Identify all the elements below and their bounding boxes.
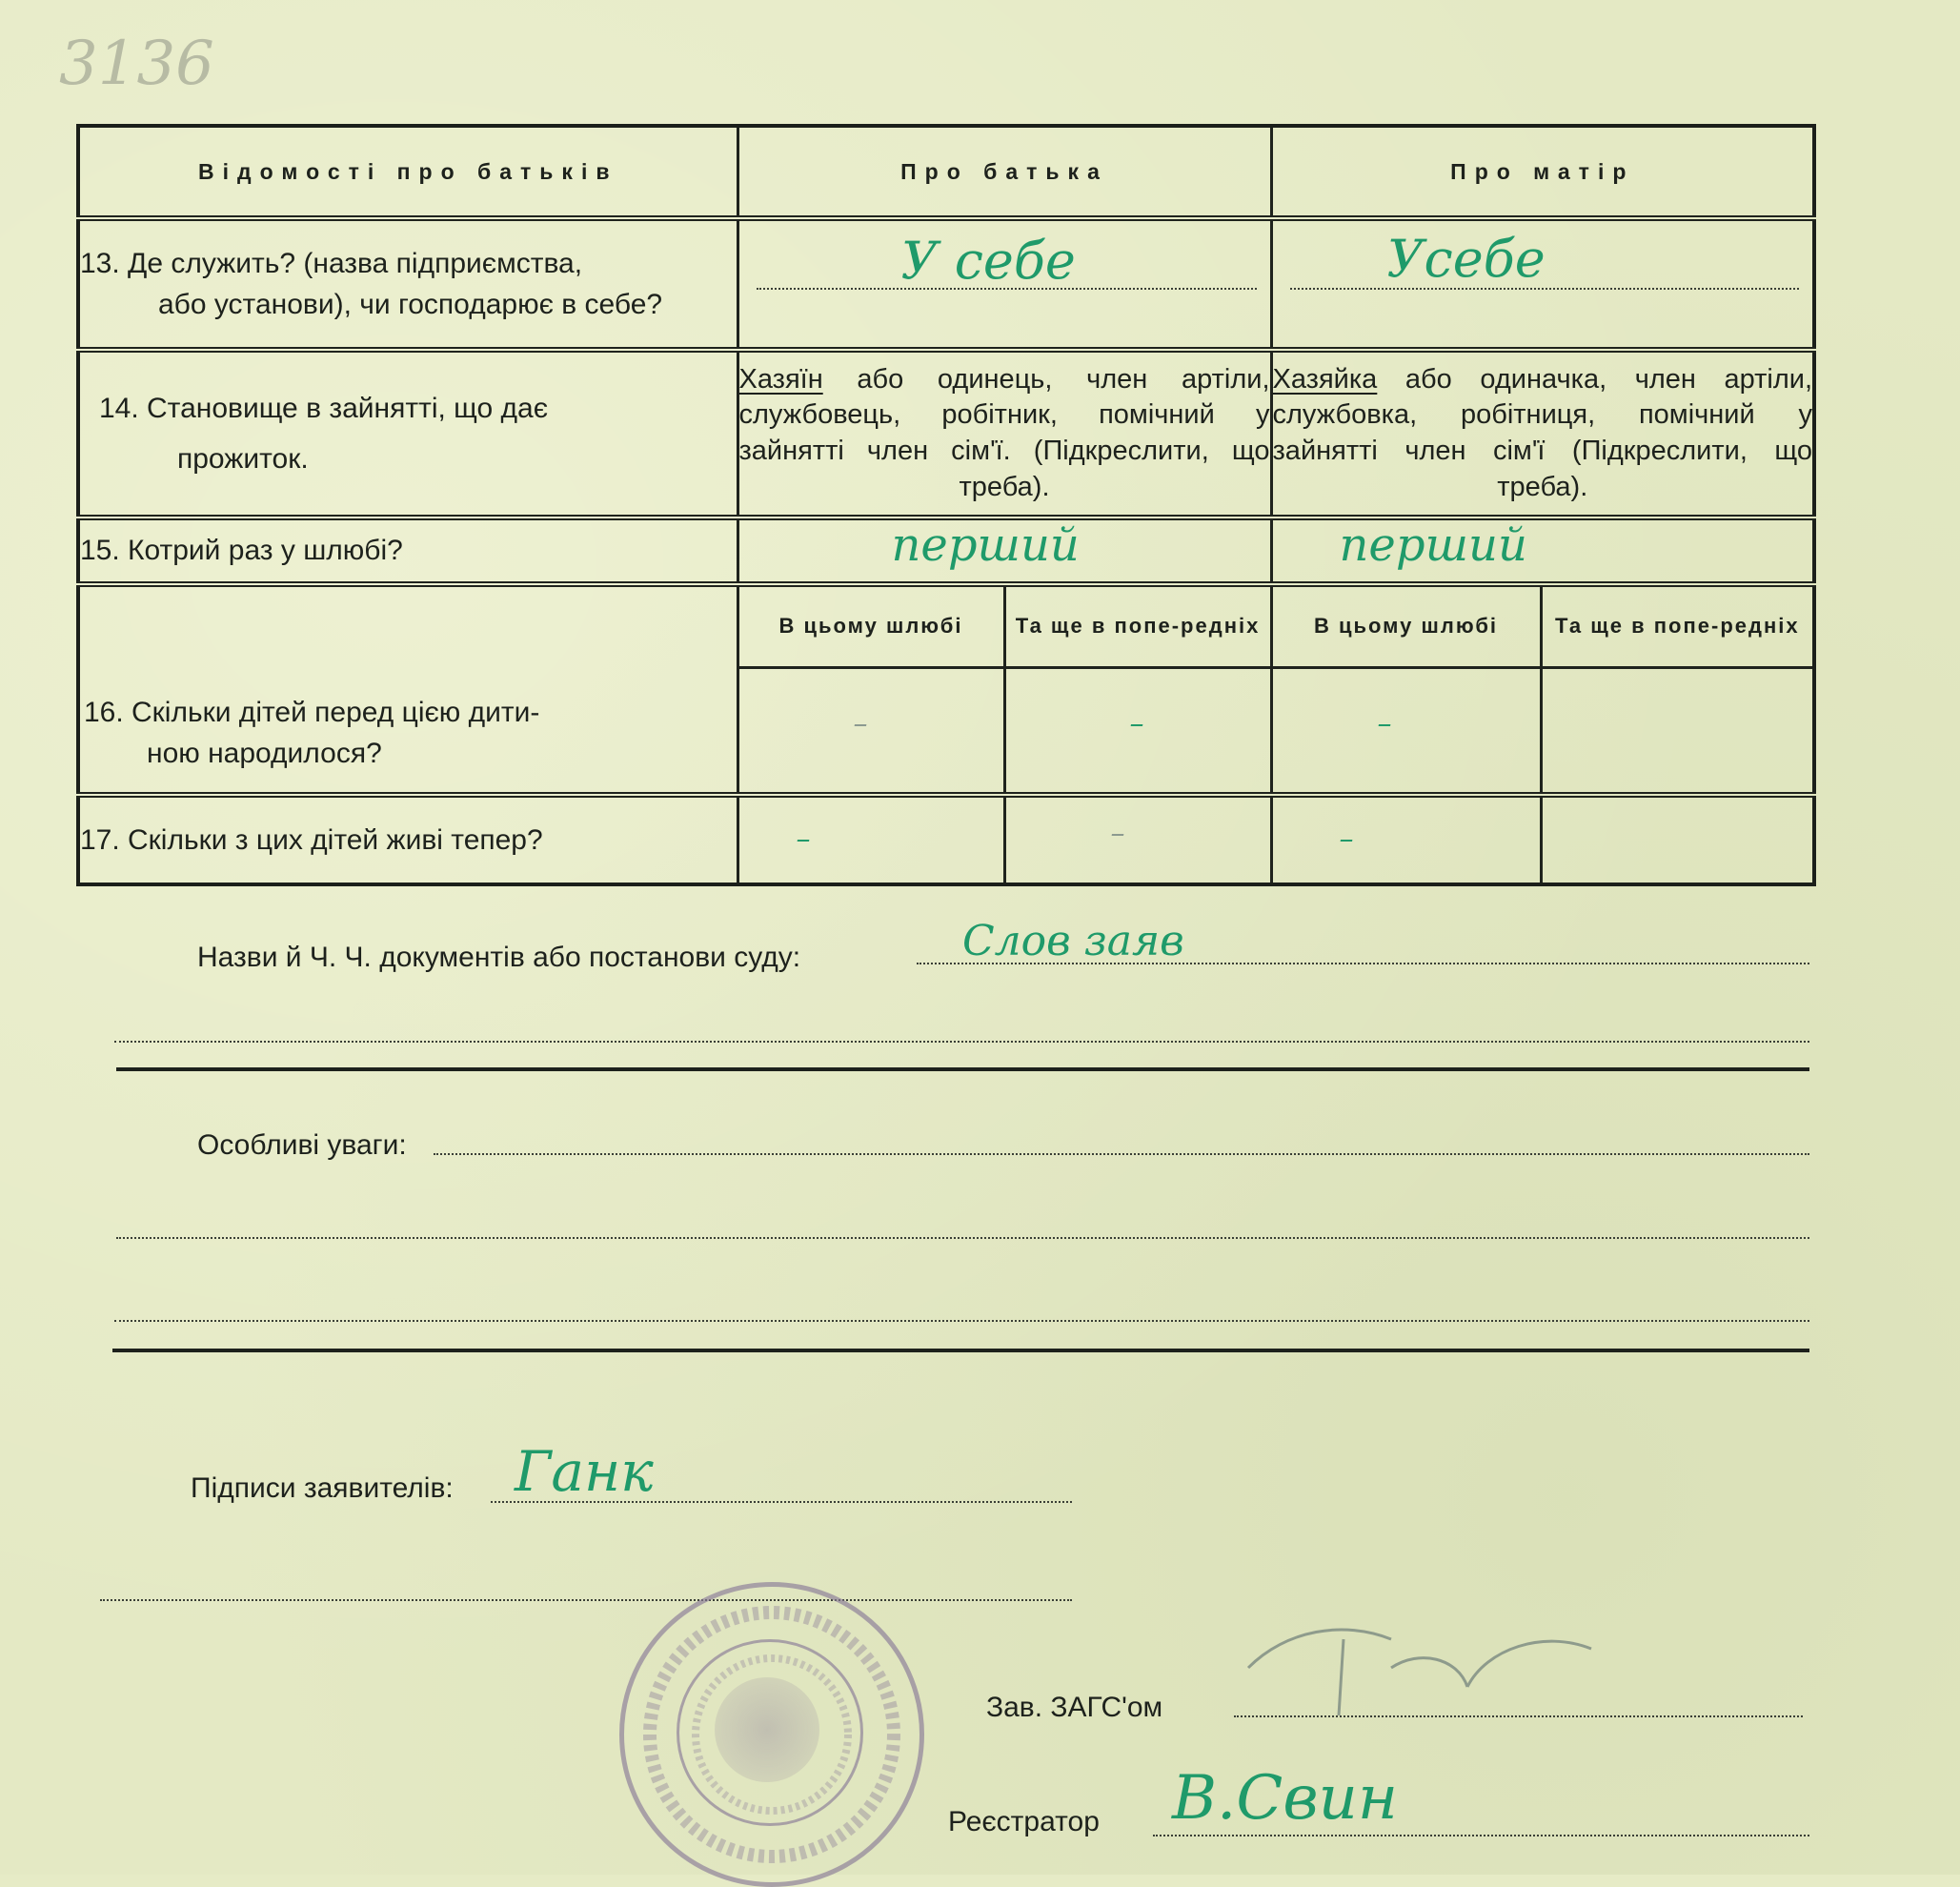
header-father: Про батька: [738, 126, 1271, 218]
applicants-signatures-label: Підписи заявителів:: [191, 1472, 454, 1504]
mother-marriage-count: перший: [1339, 518, 1527, 573]
section-divider: [116, 1067, 1809, 1071]
value: –: [1110, 816, 1125, 850]
registrar-label: Реєстратор: [948, 1806, 1100, 1837]
table-header-row: [78, 126, 1814, 218]
father-status-options: [738, 350, 1271, 517]
value: –: [1339, 822, 1354, 856]
mother-status-rest: або одиначка, член артіли, службовка, робітниця, помічний у зайнятті член сім'ї (Підкреслити, що треба).: [1272, 363, 1813, 502]
question-number: 17.: [80, 823, 120, 856]
question-text: Котрий раз у шлюбі?: [128, 535, 403, 567]
question-16: [78, 584, 738, 795]
question-17: [78, 795, 738, 884]
parents-info-table: [76, 124, 1816, 886]
father-previous-header: Та ще в попе-редніх: [1004, 584, 1271, 668]
mother-workplace-answer: Усебе: [1386, 229, 1546, 290]
question-number: 13.: [80, 247, 120, 279]
row-q15: [78, 517, 1814, 584]
pencil-archive-number: 3136: [59, 29, 214, 99]
father-workplace-answer: У себе: [900, 231, 1076, 292]
question-text: Скільки дітей перед цією дити-: [131, 696, 540, 728]
documents-label: Назви й Ч. Ч. документів або постанови суду:: [197, 942, 801, 973]
value: –: [1129, 707, 1144, 741]
question-text: Скільки з цих дітей живі тепер?: [128, 823, 543, 856]
registrar-signature-line: [1153, 1835, 1809, 1836]
row-q13: [78, 218, 1814, 350]
row-q17: [78, 795, 1814, 884]
mother-status-selected: Хазяйка: [1272, 363, 1378, 395]
father-workplace-cell: [738, 218, 1271, 350]
zags-head-pencil-signature: [1229, 1611, 1629, 1735]
official-seal: [619, 1582, 924, 1887]
documents-answer: Слов заяв: [962, 917, 1184, 965]
applicants-signature: Ганк: [515, 1439, 654, 1504]
header-parents-info: Відомості про батьків: [78, 126, 738, 218]
question-number: 15.: [80, 535, 120, 567]
question-text-cont: ною народилося?: [147, 738, 382, 770]
father-marriage-count-cell: [738, 517, 1271, 584]
question-text: Становище в зайнятті, що дає: [147, 392, 549, 424]
value: –: [1377, 707, 1392, 741]
registrar-signature: В.Свин: [1172, 1763, 1398, 1834]
section-divider: [112, 1349, 1809, 1352]
question-13: [78, 218, 738, 350]
father-status-rest: або одинець, член артіли, службовець, робітник, помічний у зайнятті член сім'ї. (Підкреслити, що треба).: [738, 363, 1270, 502]
father-previous-children: [1004, 668, 1271, 795]
mother-previous-header: Та ще в попе-редніх: [1541, 584, 1814, 668]
question-text: Де служить? (назва підприємства,: [128, 247, 583, 279]
father-marriage-count: перший: [891, 518, 1080, 573]
father-status-selected: Хазяїн: [738, 363, 823, 395]
mother-marriage-count-cell: [1271, 517, 1814, 584]
mother-living-children: [1271, 795, 1541, 884]
notes-dotted-line: [434, 1153, 1809, 1155]
question-text-cont: прожиток.: [177, 443, 309, 476]
mother-this-marriage-children: [1271, 668, 1541, 795]
documents-dotted-line-2: [114, 1041, 1809, 1043]
mother-previous-living-children: [1541, 795, 1814, 884]
mother-this-marriage-header: В цьому шлюбі: [1271, 584, 1541, 668]
question-15: [78, 517, 738, 584]
father-this-marriage-header: В цьому шлюбі: [738, 584, 1004, 668]
question-number: 14.: [99, 392, 139, 424]
notes-label: Особливі уваги:: [197, 1129, 407, 1161]
applicants-signature-line-2: [100, 1599, 1072, 1601]
zags-head-label: Зав. ЗАГС'ом: [986, 1692, 1163, 1723]
question-text-cont: або установи), чи господарює в себе?: [158, 289, 663, 321]
seal-ring-marks: [624, 1587, 919, 1882]
notes-dotted-line-2: [116, 1237, 1809, 1239]
value: –: [796, 822, 811, 856]
row-q16-subheader: [78, 584, 1814, 668]
father-living-children: [738, 795, 1004, 884]
value: –: [853, 707, 868, 741]
header-mother: Про матір: [1271, 126, 1814, 218]
father-this-marriage-children: [738, 668, 1004, 795]
row-q14: [78, 350, 1814, 517]
mother-status-options: [1271, 350, 1814, 517]
question-14: [78, 350, 738, 517]
mother-workplace-cell: [1271, 218, 1814, 350]
mother-previous-children: [1541, 668, 1814, 795]
notes-dotted-line-3: [114, 1320, 1809, 1322]
father-previous-living-children: [1004, 795, 1271, 884]
question-number: 16.: [84, 696, 124, 728]
